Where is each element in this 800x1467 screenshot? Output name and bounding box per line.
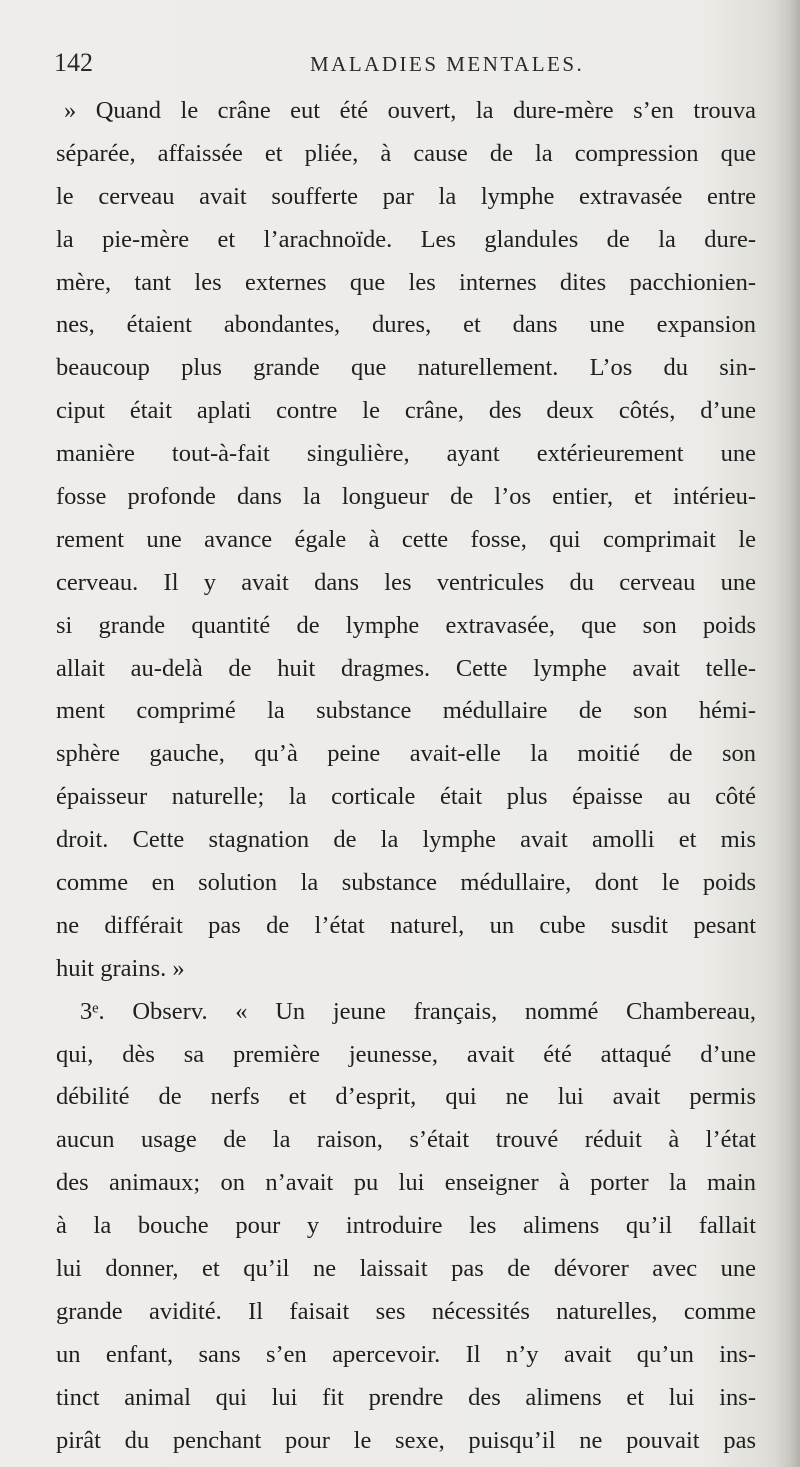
text-line: allait au-delà de huit dragmes. Cette lymphe avait telle- (56, 654, 756, 682)
text-line: ment comprimé la substance médullaire de son hémi- (56, 697, 756, 725)
text-line: sphère gauche, qu’à peine avait-elle la moitié de son (56, 740, 756, 768)
text-line: un enfant, sans s’en apercevoir. Il n’y avait qu’un ins- (56, 1340, 756, 1368)
text-line: cerveau. Il y avait dans les ventricules du cerveau une (56, 568, 756, 596)
text-line: fosse profonde dans la longueur de l’os entier, et intérieu- (56, 483, 756, 511)
text-line: tinct animal qui lui fit prendre des alimens et lui ins- (56, 1383, 756, 1411)
text-line: lui donner, et qu’il ne laissait pas de dévorer avec une (56, 1255, 756, 1283)
text-line: la pie-mère et l’arachnoïde. Les glandules de la dure- (56, 225, 756, 253)
body-text (56, 90, 756, 1463)
page-edge-shadow (774, 0, 800, 1467)
page-header (54, 48, 654, 88)
text-line: mère, tant les externes que les internes dites pacchionien- (56, 268, 756, 296)
text-line: qui, dès sa première jeunesse, avait été attaqué d’une (56, 1040, 756, 1068)
text-line: pirât du penchant pour le sexe, puisqu’il ne pouvait pas (56, 1426, 756, 1454)
text-line: grande avidité. Il faisait ses nécessités naturelles, comme (56, 1297, 756, 1325)
text-line: ne différait pas de l’état naturel, un cube susdit pesant (56, 911, 756, 939)
text-line: le cerveau avait soufferte par la lymphe extravasée entre (56, 182, 756, 210)
text-line: manière tout-à-fait singulière, ayant extérieurement une (56, 440, 756, 468)
text-line: rement une avance égale à cette fosse, qui comprimait le (56, 525, 756, 553)
text-line: aucun usage de la raison, s’était trouvé réduit à l’état (56, 1126, 756, 1154)
running-head: MALADIES MENTALES. (310, 52, 585, 76)
observation-heading-line: 3ᵉ. Observ. « Un jeune français, nommé Chambereau, (80, 997, 756, 1025)
text-line: épaisseur naturelle; la corticale était plus épaisse au côté (56, 783, 756, 811)
text-line: droit. Cette stagnation de la lymphe avait amolli et mis (56, 826, 756, 854)
text-line: débilité de nerfs et d’esprit, qui ne lui avait permis (56, 1083, 756, 1111)
page-number: 142 (54, 48, 93, 77)
text-line: comme en solution la substance médullaire, dont le poids (56, 869, 756, 897)
text-line: nes, étaient abondantes, dures, et dans une expansion (56, 311, 756, 339)
text-line: beaucoup plus grande que naturellement. L’os du sin- (56, 354, 756, 382)
text-line: des animaux; on n’avait pu lui enseigner à porter la main (56, 1169, 756, 1197)
text-line: à la bouche pour y introduire les alimens qu’il fallait (56, 1212, 756, 1240)
text-line: » Quand le crâne eut été ouvert, la dure-mère s’en trouva (64, 97, 756, 124)
text-line: séparée, affaissée et pliée, à cause de la compression que (56, 139, 756, 167)
text-line: si grande quantité de lymphe extravasée, que son poids (56, 611, 756, 639)
text-line: ciput était aplati contre le crâne, des deux côtés, d’une (56, 397, 756, 425)
text-line: huit grains. » (56, 954, 185, 982)
